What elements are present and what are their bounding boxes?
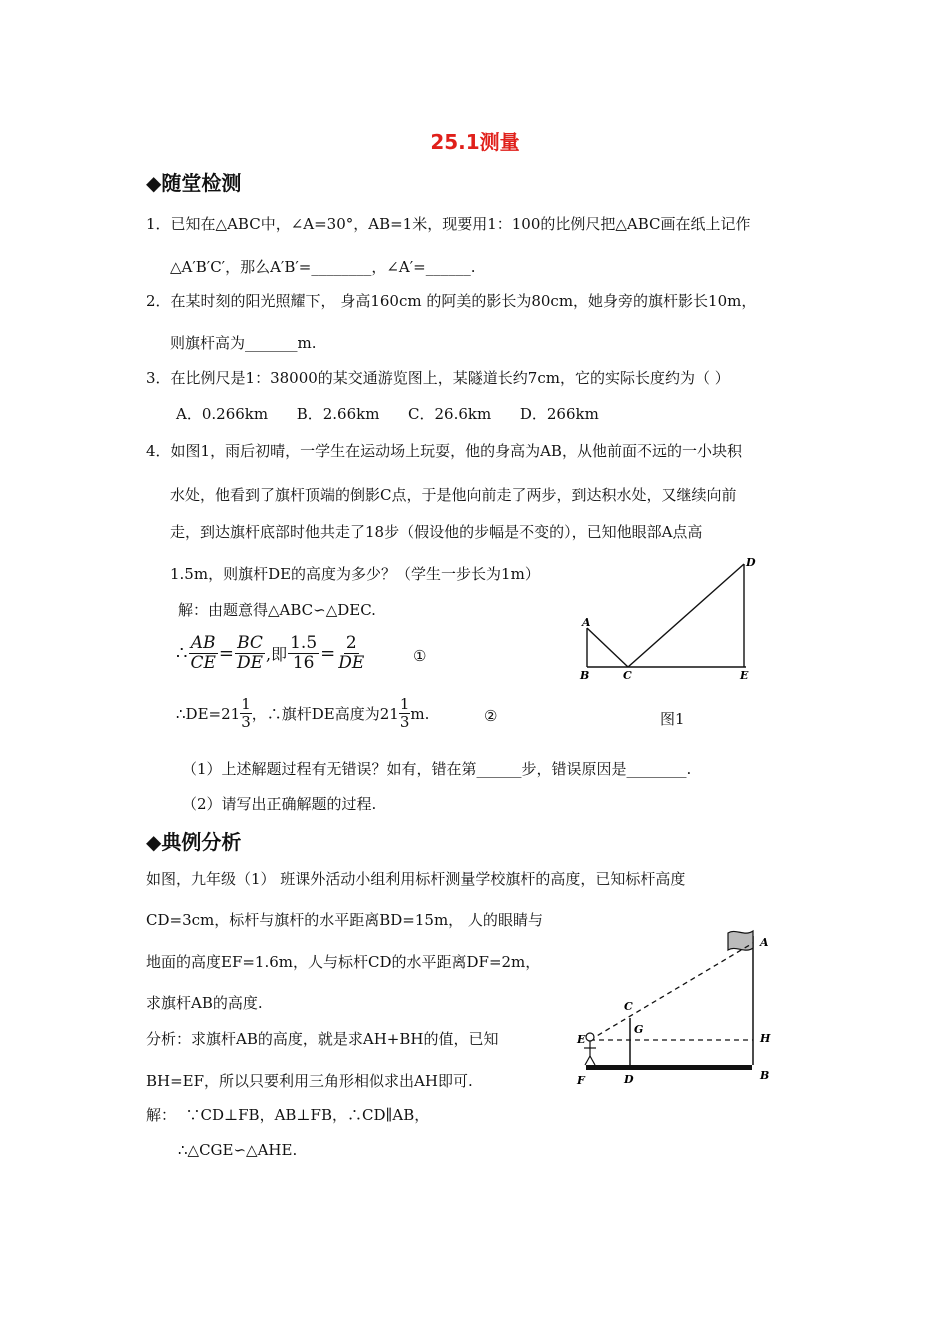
person-leg-icon [590, 1056, 595, 1065]
ji-connector: ,即 [266, 645, 288, 664]
ground-bar [586, 1065, 752, 1070]
fraction-denominator: DE [338, 653, 365, 673]
step-marker-1: ① [413, 647, 427, 665]
question-1-line-2: △A′B′C′，那么A′B′=________，∠A′=______. [170, 258, 476, 276]
page-title: 25.1测量 [430, 130, 520, 154]
equals-sign: = [218, 643, 234, 664]
proportion-equation [176, 634, 367, 673]
fraction-denominator: 3 [399, 713, 410, 731]
sub-question-1: （1）上述解题过程有无错误？如有，错在第______步，错误原因是________. [182, 760, 692, 778]
question-4-line-2: 水处，他看到了旗杆顶端的倒影C点，于是他向前走了两步，到达积水处，又继续向前 [170, 486, 737, 504]
flagpole-height-text: ，∴旗杆DE高度为21 [251, 705, 399, 723]
fraction-denominator: 3 [241, 713, 251, 731]
label-a: A [582, 616, 591, 629]
person-leg-icon [585, 1056, 590, 1065]
de-value-text: ∴DE=21 [176, 704, 241, 723]
analysis-line-2: BH=EF，所以只要利用三角形相似求出AH即可. [146, 1072, 473, 1090]
example-line-2: CD=3cm，标杆与旗杆的水平距离BD=15m， 人的眼睛与 [146, 911, 543, 929]
question-2-line-1: 2．在某时刻的阳光照耀下， 身高160cm 的阿美的影长为80cm，她身旁的旗杆影长10m， [146, 292, 757, 310]
person-head-icon [586, 1033, 594, 1041]
question-3-options: A．0.266km B．2.66km C．26.6km D．266km [176, 405, 599, 423]
flag-icon [728, 931, 753, 950]
question-4-line-1: 4．如图1，雨后初晴，一学生在运动场上玩耍，他的身高为AB，从他前面不远的一小块积 [146, 442, 742, 460]
sight-line-ac [587, 628, 628, 667]
fraction-numerator: 1.5 [290, 633, 318, 653]
analysis-line-1: 分析：求旗杆AB的高度，就是求AH+BH的值，已知 [146, 1030, 499, 1048]
fraction-bc-de [235, 634, 265, 673]
question-3-line-1: 3．在比例尺是1：38000的某交通游览图上，某隧道长约7cm，它的实际长度约为（ ） [146, 369, 730, 387]
fraction-numerator: AB [190, 633, 216, 653]
fraction-denominator: CE [190, 653, 216, 673]
sight-line-ea [590, 943, 753, 1040]
example-line-3: 地面的高度EF=1.6m，人与标杆CD的水平距离DF=2m， [146, 953, 541, 971]
label-b: B [760, 1069, 770, 1082]
label-g: G [634, 1023, 644, 1036]
fraction-ab-ce [188, 634, 217, 673]
figure-2-diagram [570, 922, 780, 1094]
fraction-numerator: 2 [345, 633, 357, 653]
equals-sign: = [320, 643, 336, 664]
example-solution-line-2: ∴△CGE∽△AHE. [178, 1141, 298, 1159]
fraction-denominator: DE [236, 653, 264, 673]
reflection-line-cd [628, 564, 744, 667]
step-marker-2: ② [484, 707, 498, 725]
de-result-line [176, 696, 429, 731]
label-f: F [577, 1074, 585, 1087]
question-4-line-4: 1.5m，则旗杆DE的高度为多少？（学生一步长为1m） [170, 565, 540, 583]
fraction-2-over-de [336, 634, 366, 673]
example-solution-line-1: 解： ∵CD⊥FB，AB⊥FB，∴CD∥AB， [146, 1106, 430, 1124]
section-heading-example: ◆典例分析 [146, 830, 242, 854]
section-heading-practice: ◆随堂检测 [146, 171, 242, 195]
label-d: D [746, 556, 756, 569]
label-e: E [740, 669, 749, 682]
figure-1-diagram [574, 552, 764, 684]
label-e: E [577, 1033, 586, 1046]
solution-intro: 解：由题意得△ABC∽△DEC. [178, 601, 376, 619]
question-1-line-1: 1．已知在△ABC中，∠A=30°，AB=1米，现要用1：100的比例尺把△ABC画在纸上记作 [146, 215, 751, 233]
mixed-fraction-third [240, 696, 252, 731]
fraction-numerator: 1 [399, 695, 410, 713]
label-a: A [760, 936, 769, 949]
fraction-denominator: 16 [292, 653, 315, 673]
therefore-symbol: ∴ [176, 643, 188, 664]
label-c: C [624, 1000, 633, 1013]
example-line-1: 如图，九年级（1） 班课外活动小组利用标杆测量学校旗杆的高度，已知标杆高度 [146, 870, 686, 888]
question-2-line-2: 则旗杆高为_______m. [170, 334, 317, 352]
label-d: D [624, 1073, 634, 1086]
label-b: B [580, 669, 590, 682]
label-h: H [760, 1032, 771, 1045]
label-c: C [623, 669, 632, 682]
unit-text: m. [410, 704, 430, 723]
fraction-1-5-over-16 [288, 634, 319, 673]
example-line-4: 求旗杆AB的高度. [146, 994, 263, 1012]
fraction-numerator: 1 [241, 695, 251, 713]
mixed-fraction-third [399, 696, 411, 731]
sub-question-2: （2）请写出正确解题的过程. [182, 795, 377, 813]
fraction-numerator: BC [237, 633, 263, 653]
question-4-line-3: 走，到达旗杆底部时他共走了18步（假设他的步幅是不变的），已知他眼部A点高 [170, 523, 703, 541]
figure-1-caption: 图1 [660, 710, 685, 728]
